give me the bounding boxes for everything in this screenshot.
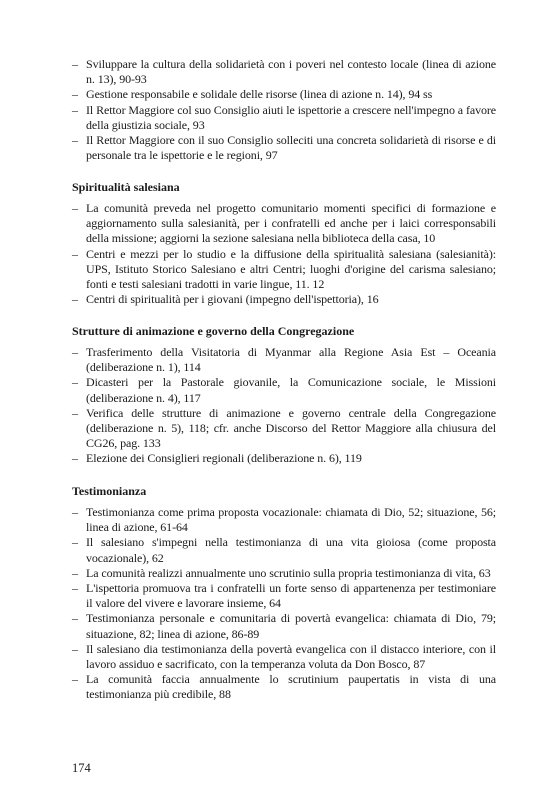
list-item: – Dicasteri per la Pastorale giovanile, la Comunicazione sociale, le Missioni (deliberazione n. 4), 117	[72, 375, 496, 405]
list-item: – L'ispettoria promuova tra i confratelli un forte senso di appartenenza per testimoniare il valore del vivere e lavorare insieme, 64	[72, 581, 496, 611]
item-list	[72, 201, 496, 307]
list-item: – Elezione dei Consiglieri regionali (deliberazione n. 6), 119	[72, 451, 496, 466]
list-item: – Il salesiano dia testimonianza della povertà evangelica con il distacco interiore, con il lavoro assiduo e sacrificato, con la temperanza voluta da Don Bosco, 87	[72, 642, 496, 672]
item-list	[72, 345, 496, 467]
section-heading: Spiritualità salesiana	[72, 180, 180, 194]
page-number: 174	[72, 761, 91, 775]
section-heading: Testimonianza	[72, 484, 147, 498]
list-item: – Il Rettor Maggiore col suo Consiglio aiuti le ispettorie a crescere nell'impegno a favore della giustizia sociale, 93	[72, 103, 496, 133]
list-item: – Testimonianza come prima proposta vocazionale: chiamata di Dio, 52; situazione, 56; linea di azione, 61-64	[72, 505, 496, 535]
list-item: – Centri di spiritualità per i giovani (impegno dell'ispettoria), 16	[72, 292, 496, 307]
section-heading: Strutture di animazione e governo della Congregazione	[72, 324, 355, 338]
section-spiritualita-salesiana	[72, 180, 496, 307]
section-testimonianza	[72, 484, 496, 703]
list-item: – La comunità preveda nel progetto comunitario momenti specifici di formazione e aggiornamento sulla salesianità, per i confratelli ed anche per i laici corresponsabili della missione; aggiorni la sezione salesiana nella biblioteca della casa, 10	[72, 201, 496, 247]
list-item: – Il salesiano s'impegni nella testimonianza di una vita gioiosa (come proposta vocazionale), 62	[72, 535, 496, 565]
item-list	[72, 57, 496, 163]
list-item: – Sviluppare la cultura della solidarietà con i poveri nel contesto locale (linea di azione n. 13), 90-93	[72, 57, 496, 87]
list-item: – Verifica delle strutture di animazione e governo centrale della Congregazione (deliberazione n. 5), 118; cfr. anche Discorso del Rettor Maggiore alla chiusura del CG26, pag. 133	[72, 406, 496, 452]
list-item: – Centri e mezzi per lo studio e la diffusione della spiritualità salesiana (salesianità): UPS, Istituto Storico Salesiano e altri Centri; luoghi d'origine del carisma salesiano; fonti e testi salesiani tradotti in varie lingue, 11. 12	[72, 247, 496, 293]
section-solidarieta-continued	[72, 57, 496, 163]
list-item: – Gestione responsabile e solidale delle risorse (linea di azione n. 14), 94 ss	[72, 87, 496, 102]
list-item: – Testimonianza personale e comunitaria di povertà evangelica: chiamata di Dio, 79; situazione, 82; linea di azione, 86-89	[72, 611, 496, 641]
item-list	[72, 505, 496, 703]
section-strutture-animazione	[72, 324, 496, 467]
list-item: – La comunità realizzi annualmente uno scrutinio sulla propria testimonianza di vita, 63	[72, 566, 496, 581]
list-item: – Il Rettor Maggiore con il suo Consiglio solleciti una concreta solidarietà di risorse e di personale tra le ispettorie e le regioni, 97	[72, 133, 496, 163]
list-item: – Trasferimento della Visitatoria di Myanmar alla Regione Asia Est – Oceania (deliberazione n. 1), 114	[72, 345, 496, 375]
list-item: – La comunità faccia annualmente lo scrutinium paupertatis in vista di una testimonianza più credibile, 88	[72, 672, 496, 702]
